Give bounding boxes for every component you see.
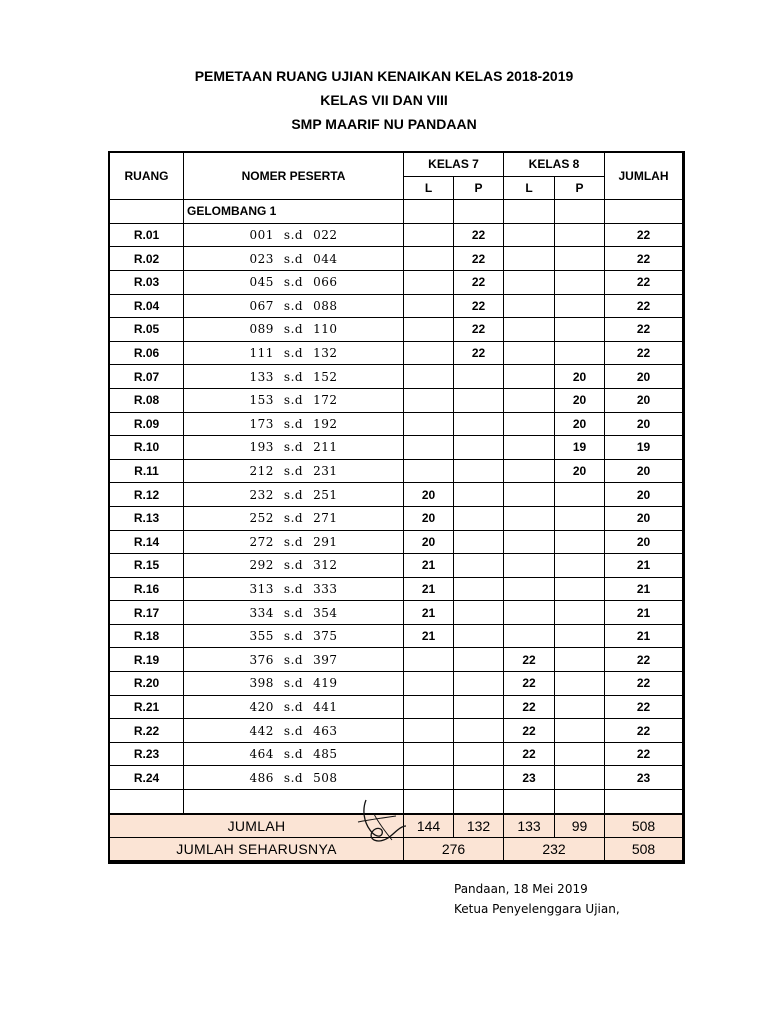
- room-id: R.23: [110, 742, 184, 766]
- room-id: R.02: [110, 247, 184, 271]
- range-from: 153: [249, 393, 274, 408]
- range-to: 397: [313, 652, 338, 667]
- row-total: 22: [605, 223, 683, 247]
- participant-range: [184, 318, 404, 342]
- room-id: R.14: [110, 530, 184, 554]
- range-from: 023: [249, 251, 274, 266]
- total-k8-l: 133: [504, 814, 555, 838]
- row-total: 20: [605, 530, 683, 554]
- k8-l-count: [504, 294, 555, 318]
- row-total: 22: [605, 318, 683, 342]
- table-row: [110, 506, 683, 530]
- k7-l-count: [404, 648, 454, 672]
- k8-p-count: [555, 601, 605, 625]
- header-k7-p: P: [454, 176, 504, 200]
- k8-l-count: 22: [504, 742, 555, 766]
- k8-l-count: 22: [504, 695, 555, 719]
- participant-range: [184, 766, 404, 790]
- k8-l-count: [504, 270, 555, 294]
- k8-l-count: [504, 459, 555, 483]
- row-total: 21: [605, 554, 683, 578]
- room-id: R.22: [110, 719, 184, 743]
- expected-jumlah: 508: [605, 837, 683, 861]
- k7-l-count: [404, 459, 454, 483]
- header-k8-p: P: [555, 176, 605, 200]
- range-from: 334: [249, 605, 274, 620]
- range-sd: s.d: [283, 228, 304, 243]
- k8-p-count: [555, 341, 605, 365]
- participant-range: [184, 719, 404, 743]
- k8-l-count: [504, 365, 555, 389]
- room-id: R.17: [110, 601, 184, 625]
- table-row: [110, 412, 683, 436]
- participant-range: [184, 412, 404, 436]
- k8-p-count: [555, 506, 605, 530]
- range-from: 420: [249, 699, 274, 714]
- range-sd: s.d: [283, 723, 304, 738]
- header-nomer-peserta: NOMER PESERTA: [184, 153, 404, 200]
- k8-p-count: [555, 554, 605, 578]
- participant-range: [184, 530, 404, 554]
- k8-p-count: 19: [555, 436, 605, 460]
- k7-p-count: [454, 577, 504, 601]
- participant-range: [184, 648, 404, 672]
- k8-l-count: [504, 223, 555, 247]
- range-from: 193: [249, 440, 274, 455]
- k7-p-count: [454, 436, 504, 460]
- participant-range: [184, 554, 404, 578]
- range-to: 211: [313, 440, 338, 455]
- table-row: [110, 719, 683, 743]
- k7-l-count: [404, 341, 454, 365]
- range-sd: s.d: [283, 369, 304, 384]
- row-total: 22: [605, 672, 683, 696]
- participant-range: [184, 388, 404, 412]
- k8-p-count: [555, 294, 605, 318]
- range-to: 419: [313, 676, 338, 691]
- k7-p-count: 22: [454, 223, 504, 247]
- participant-range: [184, 459, 404, 483]
- k7-p-count: [454, 601, 504, 625]
- k8-p-count: 20: [555, 365, 605, 389]
- room-id: R.12: [110, 483, 184, 507]
- range-sd: s.d: [283, 747, 304, 762]
- k8-p-count: [555, 766, 605, 790]
- k8-p-count: 20: [555, 388, 605, 412]
- k7-p-count: 22: [454, 318, 504, 342]
- room-id: R.07: [110, 365, 184, 389]
- k8-p-count: [555, 577, 605, 601]
- range-from: 272: [249, 534, 274, 549]
- k7-p-count: [454, 695, 504, 719]
- range-from: 376: [249, 652, 274, 667]
- k7-l-count: [404, 436, 454, 460]
- k8-l-count: [504, 341, 555, 365]
- row-total: 22: [605, 294, 683, 318]
- room-id: R.19: [110, 648, 184, 672]
- room-id: R.13: [110, 506, 184, 530]
- row-total: 20: [605, 483, 683, 507]
- range-to: 271: [313, 511, 338, 526]
- table-row: [110, 672, 683, 696]
- k7-l-count: [404, 318, 454, 342]
- room-id: R.16: [110, 577, 184, 601]
- header-jumlah: JUMLAH: [605, 153, 683, 200]
- k8-p-count: [555, 223, 605, 247]
- room-id: R.01: [110, 223, 184, 247]
- k8-p-count: [555, 742, 605, 766]
- range-sd: s.d: [283, 534, 304, 549]
- row-total: 22: [605, 648, 683, 672]
- k8-p-count: [555, 530, 605, 554]
- total-k8-p: 99: [555, 814, 605, 838]
- header-kelas-8: KELAS 8: [504, 153, 605, 177]
- expected-label: JUMLAH SEHARUSNYA: [110, 837, 404, 861]
- table-row: [110, 341, 683, 365]
- range-to: 485: [313, 747, 338, 762]
- range-to: 354: [313, 605, 338, 620]
- k8-l-count: [504, 247, 555, 271]
- k8-l-count: [504, 483, 555, 507]
- k7-p-count: [454, 530, 504, 554]
- range-to: 375: [313, 629, 338, 644]
- table-row: [110, 459, 683, 483]
- range-to: 132: [313, 346, 338, 361]
- range-sd: s.d: [283, 487, 304, 502]
- range-sd: s.d: [283, 652, 304, 667]
- k8-l-count: [504, 506, 555, 530]
- k7-p-count: 22: [454, 247, 504, 271]
- participant-range: [184, 672, 404, 696]
- k8-l-count: [504, 530, 555, 554]
- room-id: R.21: [110, 695, 184, 719]
- row-total: 22: [605, 742, 683, 766]
- row-total: 22: [605, 719, 683, 743]
- room-id: R.18: [110, 624, 184, 648]
- participant-range: [184, 742, 404, 766]
- k7-l-count: [404, 223, 454, 247]
- k8-p-count: [555, 624, 605, 648]
- range-from: 442: [249, 723, 274, 738]
- k7-l-count: [404, 270, 454, 294]
- room-id: R.06: [110, 341, 184, 365]
- range-sd: s.d: [283, 298, 304, 313]
- range-to: 251: [313, 487, 338, 502]
- k7-p-count: 22: [454, 270, 504, 294]
- participant-range: [184, 601, 404, 625]
- k8-p-count: [555, 648, 605, 672]
- range-sd: s.d: [283, 440, 304, 455]
- range-to: 088: [313, 298, 338, 313]
- table-row: [110, 601, 683, 625]
- k7-l-count: [404, 294, 454, 318]
- table-row: [110, 270, 683, 294]
- room-id: R.24: [110, 766, 184, 790]
- k7-p-count: [454, 742, 504, 766]
- k7-l-count: [404, 719, 454, 743]
- participant-range: [184, 436, 404, 460]
- range-sd: s.d: [283, 251, 304, 266]
- doc-subtitle-class: KELAS VII DAN VIII: [320, 92, 448, 108]
- range-from: 355: [249, 629, 274, 644]
- row-total: 21: [605, 577, 683, 601]
- k7-l-count: 20: [404, 506, 454, 530]
- table-row: [110, 695, 683, 719]
- table-row: [110, 223, 683, 247]
- doc-title: PEMETAAN RUANG UJIAN KENAIKAN KELAS 2018-2019: [194, 68, 574, 84]
- header-kelas-7: KELAS 7: [404, 153, 504, 177]
- range-to: 044: [313, 251, 338, 266]
- k7-p-count: 22: [454, 341, 504, 365]
- k7-p-count: [454, 506, 504, 530]
- table-row: [110, 577, 683, 601]
- k7-l-count: 21: [404, 577, 454, 601]
- range-from: 464: [249, 747, 274, 762]
- k8-l-count: [504, 388, 555, 412]
- signature-mark: [352, 796, 410, 848]
- k7-l-count: [404, 365, 454, 389]
- k8-l-count: 22: [504, 719, 555, 743]
- room-id: R.04: [110, 294, 184, 318]
- k7-l-count: [404, 742, 454, 766]
- k7-p-count: [454, 459, 504, 483]
- k7-p-count: [454, 365, 504, 389]
- range-to: 291: [313, 534, 338, 549]
- k8-l-count: [504, 318, 555, 342]
- footer-role: Ketua Penyelenggara Ujian,: [454, 902, 620, 916]
- range-from: 252: [249, 511, 274, 526]
- k7-l-count: 20: [404, 530, 454, 554]
- k7-l-count: 21: [404, 601, 454, 625]
- range-sd: s.d: [283, 346, 304, 361]
- table-row: [110, 247, 683, 271]
- table-row: [110, 365, 683, 389]
- range-sd: s.d: [283, 322, 304, 337]
- participant-range: [184, 695, 404, 719]
- participant-range: [184, 247, 404, 271]
- range-from: 292: [249, 558, 274, 573]
- k8-p-count: [555, 483, 605, 507]
- k8-p-count: 20: [555, 412, 605, 436]
- room-id: R.09: [110, 412, 184, 436]
- room-mapping-table: [109, 152, 683, 862]
- participant-range: [184, 577, 404, 601]
- k7-l-count: 21: [404, 554, 454, 578]
- room-id: R.15: [110, 554, 184, 578]
- range-to: 312: [313, 558, 338, 573]
- totals-label: JUMLAH: [110, 814, 404, 838]
- table-row: [110, 388, 683, 412]
- k7-p-count: 22: [454, 294, 504, 318]
- table-row: [110, 648, 683, 672]
- row-total: 22: [605, 270, 683, 294]
- k8-p-count: [555, 318, 605, 342]
- table-row: [110, 294, 683, 318]
- k8-p-count: [555, 672, 605, 696]
- k7-p-count: [454, 719, 504, 743]
- range-from: 001: [249, 228, 274, 243]
- table-row: [110, 624, 683, 648]
- header-ruang: RUANG: [110, 153, 184, 200]
- range-to: 441: [313, 699, 338, 714]
- k7-l-count: [404, 766, 454, 790]
- k7-l-count: [404, 247, 454, 271]
- k7-p-count: [454, 483, 504, 507]
- k8-l-count: [504, 436, 555, 460]
- k7-p-count: [454, 624, 504, 648]
- total-k7-l: 144: [404, 814, 454, 838]
- range-from: 045: [249, 275, 274, 290]
- k7-p-count: [454, 648, 504, 672]
- k7-l-count: [404, 672, 454, 696]
- row-total: 21: [605, 601, 683, 625]
- range-to: 152: [313, 369, 338, 384]
- row-total: 20: [605, 388, 683, 412]
- row-total: 20: [605, 365, 683, 389]
- k8-p-count: 20: [555, 459, 605, 483]
- k8-l-count: 23: [504, 766, 555, 790]
- range-sd: s.d: [283, 416, 304, 431]
- k8-l-count: [504, 554, 555, 578]
- range-from: 111: [249, 346, 274, 361]
- room-id: R.08: [110, 388, 184, 412]
- range-sd: s.d: [283, 511, 304, 526]
- table-row: [110, 554, 683, 578]
- range-to: 192: [313, 416, 338, 431]
- table-row: [110, 483, 683, 507]
- range-sd: s.d: [283, 581, 304, 596]
- range-to: 508: [313, 770, 338, 785]
- room-id: R.05: [110, 318, 184, 342]
- doc-subtitle-school: SMP MAARIF NU PANDAAN: [291, 116, 477, 132]
- table-row: [110, 742, 683, 766]
- range-from: 089: [249, 322, 274, 337]
- row-total: 21: [605, 624, 683, 648]
- range-from: 232: [249, 487, 274, 502]
- table-row: [110, 530, 683, 554]
- participant-range: [184, 483, 404, 507]
- k8-p-count: [555, 270, 605, 294]
- row-total: 19: [605, 436, 683, 460]
- room-id: R.11: [110, 459, 184, 483]
- k8-l-count: [504, 624, 555, 648]
- expected-kelas-7: 276: [404, 837, 504, 861]
- range-to: 022: [313, 228, 338, 243]
- k8-l-count: [504, 412, 555, 436]
- room-id: R.03: [110, 270, 184, 294]
- row-total: 22: [605, 247, 683, 271]
- range-to: 110: [313, 322, 338, 337]
- table-row: [110, 436, 683, 460]
- range-sd: s.d: [283, 393, 304, 408]
- k8-p-count: [555, 247, 605, 271]
- range-from: 398: [249, 676, 274, 691]
- gelombang-label: GELOMBANG 1: [184, 200, 404, 224]
- range-from: 313: [249, 581, 274, 596]
- k8-l-count: [504, 577, 555, 601]
- range-from: 067: [249, 298, 274, 313]
- range-to: 066: [313, 275, 338, 290]
- k7-p-count: [454, 412, 504, 436]
- participant-range: [184, 223, 404, 247]
- range-to: 333: [313, 581, 338, 596]
- row-total: 20: [605, 412, 683, 436]
- participant-range: [184, 624, 404, 648]
- k7-l-count: [404, 695, 454, 719]
- footer-place-date: Pandaan, 18 Mei 2019: [454, 882, 588, 896]
- row-total: 23: [605, 766, 683, 790]
- range-sd: s.d: [283, 770, 304, 785]
- k7-l-count: 20: [404, 483, 454, 507]
- k7-p-count: [454, 388, 504, 412]
- k7-p-count: [454, 554, 504, 578]
- row-total: 22: [605, 695, 683, 719]
- k8-l-count: 22: [504, 672, 555, 696]
- k8-p-count: [555, 719, 605, 743]
- range-to: 231: [313, 464, 338, 479]
- header-k8-l: L: [504, 176, 555, 200]
- row-total: 22: [605, 341, 683, 365]
- range-sd: s.d: [283, 558, 304, 573]
- range-from: 212: [249, 464, 274, 479]
- participant-range: [184, 365, 404, 389]
- k8-p-count: [555, 695, 605, 719]
- k8-l-count: 22: [504, 648, 555, 672]
- total-jumlah: 508: [605, 814, 683, 838]
- range-sd: s.d: [283, 629, 304, 644]
- range-sd: s.d: [283, 676, 304, 691]
- row-total: 20: [605, 506, 683, 530]
- range-from: 486: [249, 770, 274, 785]
- range-sd: s.d: [283, 605, 304, 620]
- participant-range: [184, 341, 404, 365]
- participant-range: [184, 270, 404, 294]
- row-total: 20: [605, 459, 683, 483]
- table-row: [110, 766, 683, 790]
- range-to: 463: [313, 723, 338, 738]
- room-id: R.10: [110, 436, 184, 460]
- participant-range: [184, 294, 404, 318]
- k7-l-count: [404, 412, 454, 436]
- k7-p-count: [454, 672, 504, 696]
- participant-range: [184, 506, 404, 530]
- total-k7-p: 132: [454, 814, 504, 838]
- table-row: [110, 318, 683, 342]
- range-from: 133: [249, 369, 274, 384]
- room-id: R.20: [110, 672, 184, 696]
- header-k7-l: L: [404, 176, 454, 200]
- k8-l-count: [504, 601, 555, 625]
- range-from: 173: [249, 416, 274, 431]
- expected-kelas-8: 232: [504, 837, 605, 861]
- k7-l-count: 21: [404, 624, 454, 648]
- range-sd: s.d: [283, 464, 304, 479]
- range-to: 172: [313, 393, 338, 408]
- k7-p-count: [454, 766, 504, 790]
- k7-l-count: [404, 388, 454, 412]
- range-sd: s.d: [283, 275, 304, 290]
- range-sd: s.d: [283, 699, 304, 714]
